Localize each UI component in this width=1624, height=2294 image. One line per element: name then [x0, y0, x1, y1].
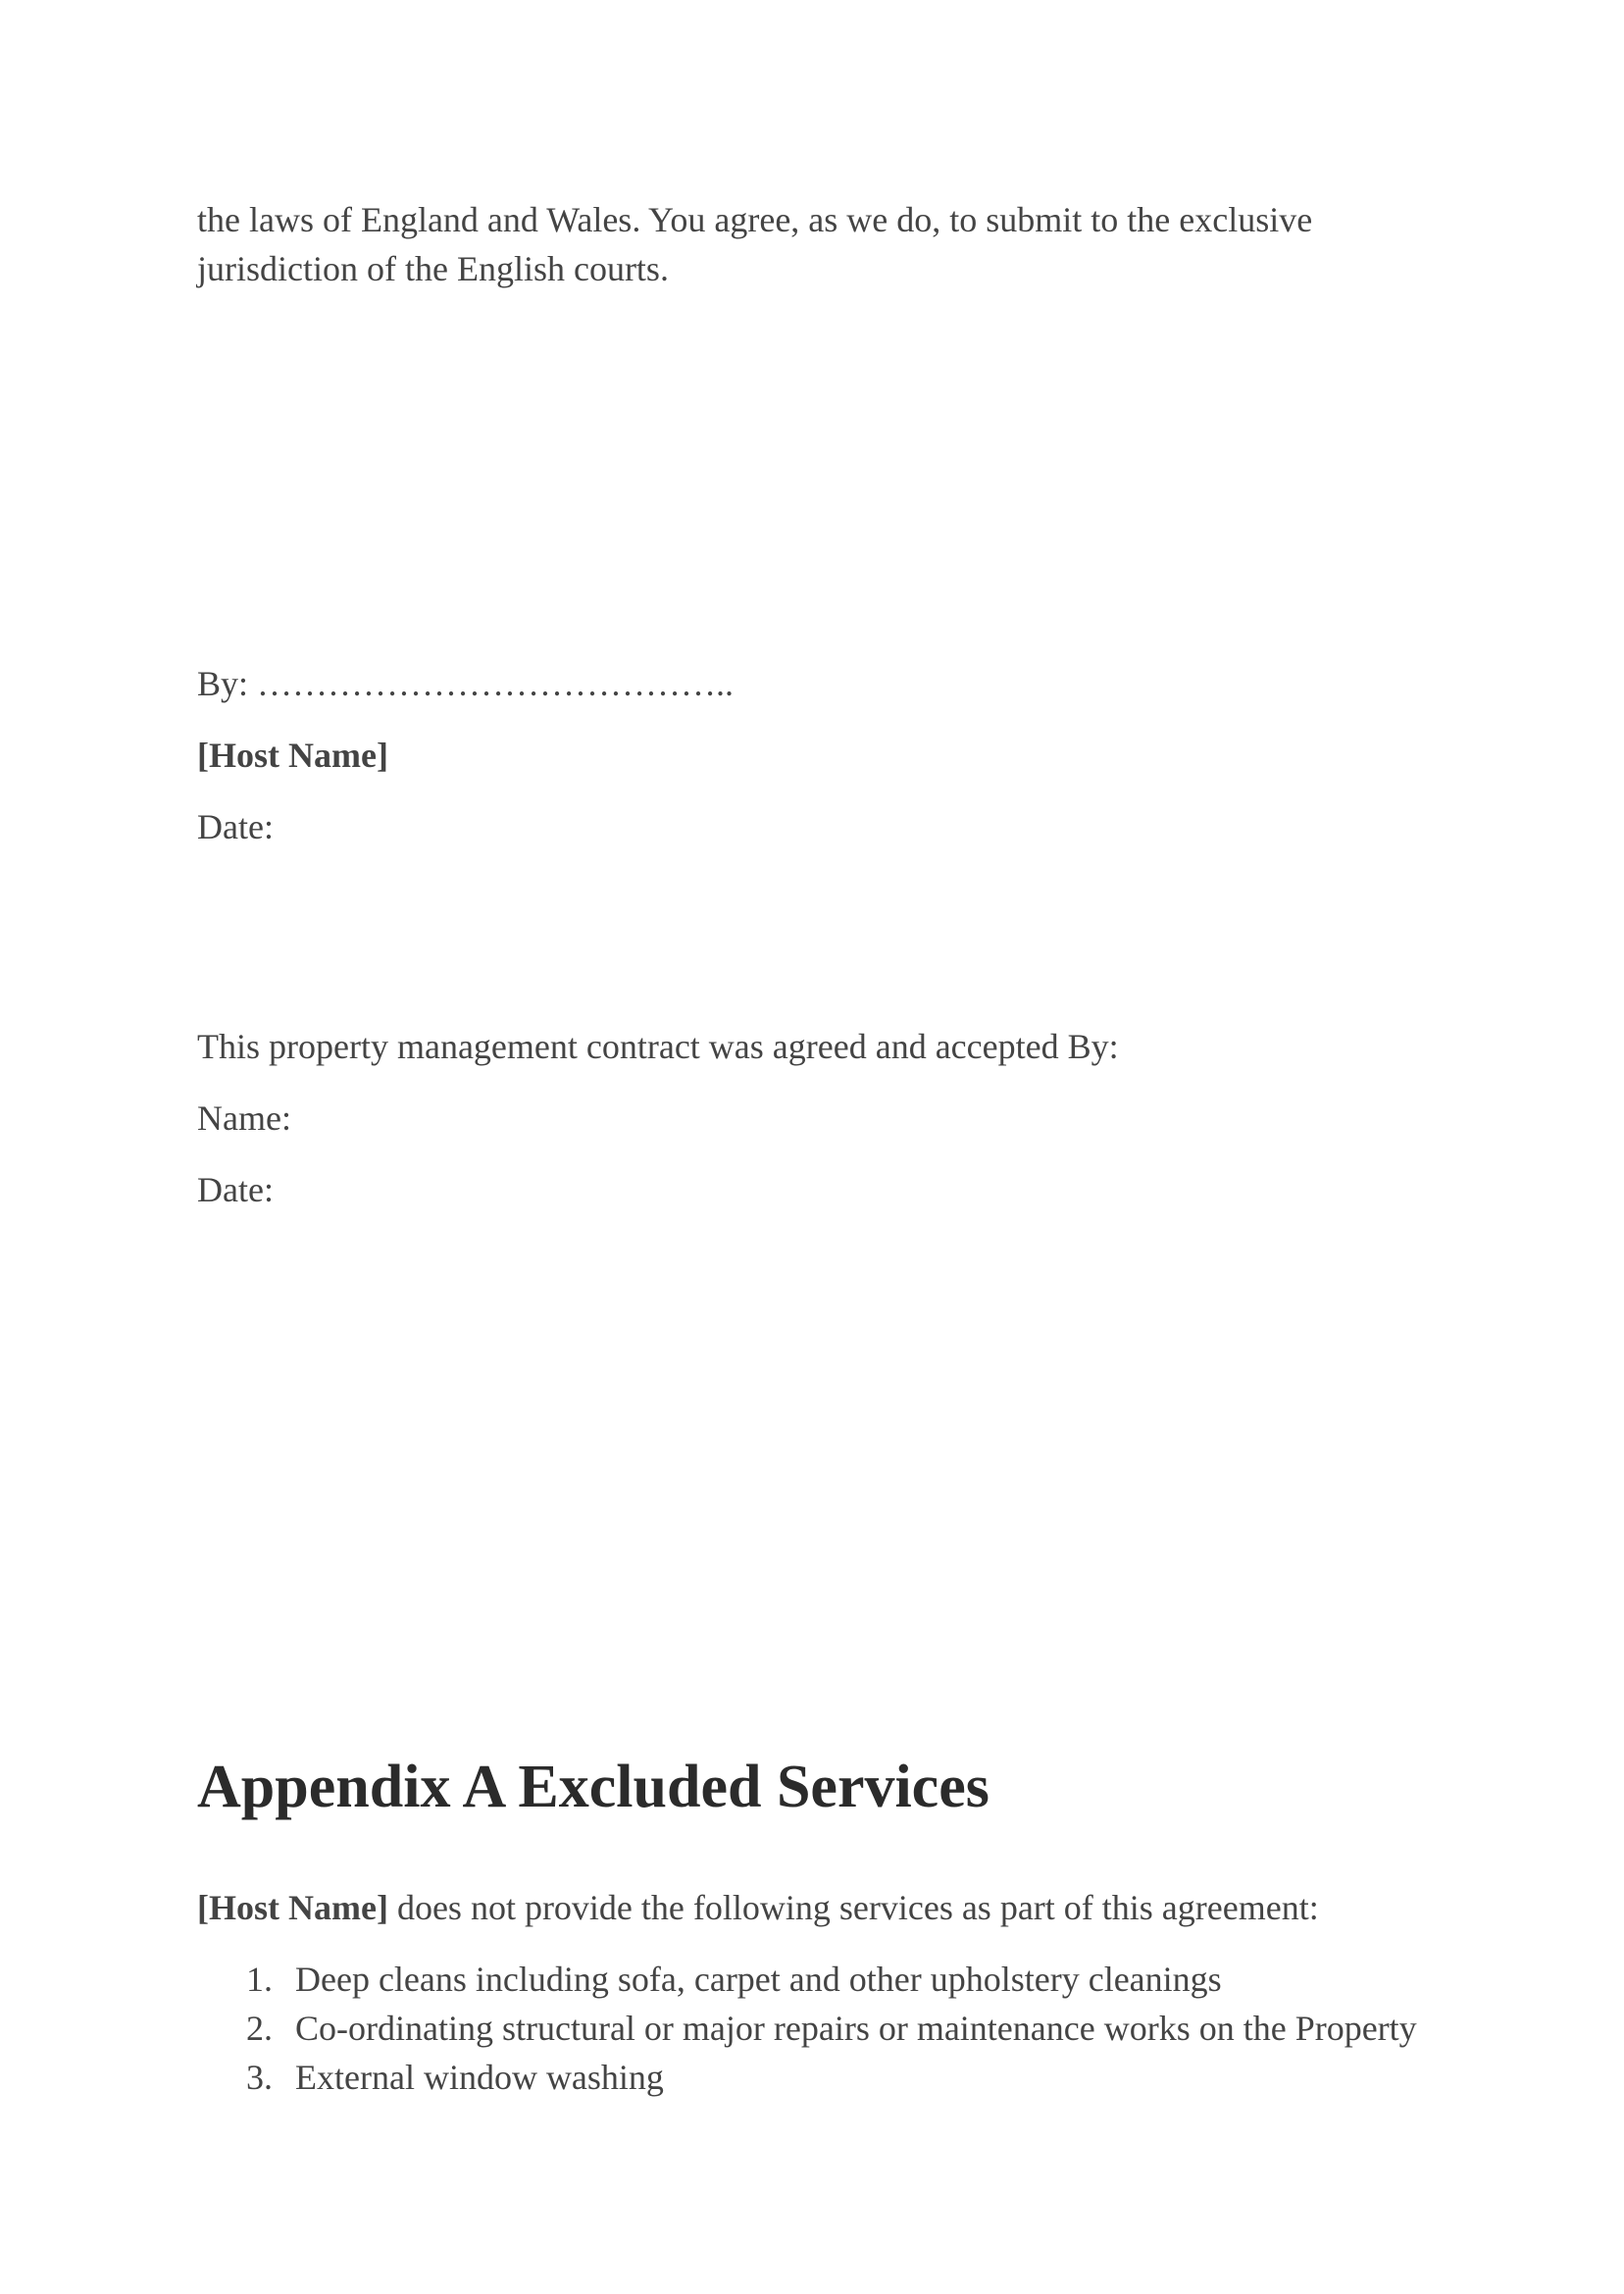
appendix-intro-text: does not provide the following services as part of this agreement: — [387, 1888, 1319, 1927]
appendix-intro-host: [Host Name] — [197, 1888, 388, 1927]
appendix-title: Appendix A Excluded Services — [197, 1754, 990, 1820]
host-date-label: Date: — [197, 807, 274, 846]
list-item-text: Deep cleans including sofa, carpet and other upholstery cleanings — [295, 1960, 1222, 1999]
host-by-line: By: ………………………………….. — [197, 664, 735, 703]
appendix-intro — [197, 1883, 1319, 1932]
excluded-services-list — [197, 1955, 1417, 2102]
acceptance-date-label: Date: — [197, 1170, 274, 1209]
acceptance-statement: This property management contract was agreed and accepted By: — [197, 1027, 1119, 1066]
list-item-number: 2. — [246, 2009, 273, 2048]
host-name-label: [Host Name] — [197, 736, 388, 775]
list-item — [197, 2053, 1417, 2102]
list-item — [197, 2004, 1417, 2053]
list-item-number: 1. — [246, 1960, 273, 1999]
list-item-number: 3. — [246, 2058, 273, 2097]
list-item-text: Co-ordinating structural or major repairs or maintenance works on the Property — [295, 2009, 1417, 2048]
list-item-text: External window washing — [295, 2058, 664, 2097]
intro-line-2: jurisdiction of the English courts. — [197, 249, 669, 288]
acceptance-name-label: Name: — [197, 1098, 291, 1138]
list-item — [197, 1955, 1417, 2004]
intro-line-1: the laws of England and Wales. You agree, as we do, to submit to the exclusive — [197, 200, 1313, 239]
